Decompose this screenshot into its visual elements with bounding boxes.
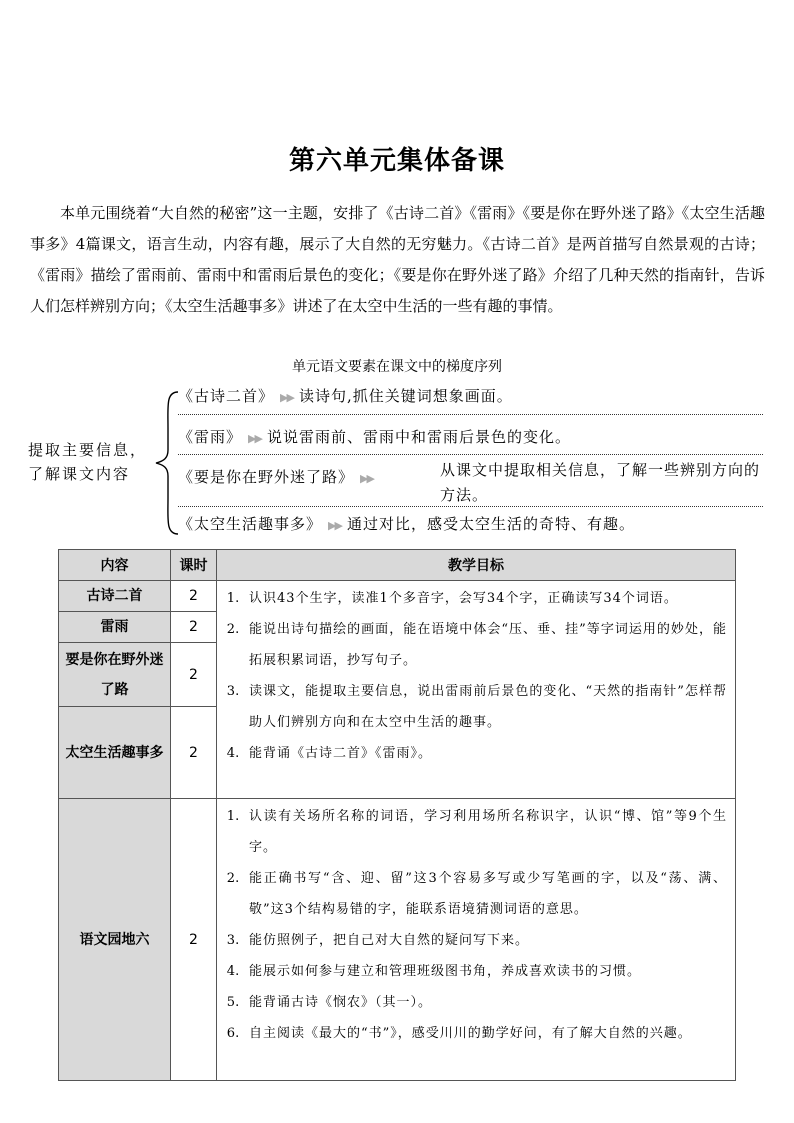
lesson-hours: 2 <box>171 707 217 799</box>
goal-item: 4. 能背诵《古诗二首》《雷雨》。 <box>226 746 433 761</box>
lesson-table <box>58 549 736 1081</box>
row-lesson: 《太空生活趣事多》 <box>178 515 323 533</box>
goal-item: 4. 能展示如何参与建立和管理班级图书角，养成喜欢读书的习惯。 <box>226 964 642 979</box>
lesson-name: 古诗二首 <box>59 581 171 612</box>
goal-item: 1. 认读有关场所名称的词语，学习利用场所名称识字，认识“博、馆”等9个生字。 <box>226 809 727 855</box>
row-lesson: 《要是你在野外迷了路》 <box>178 468 355 486</box>
table-row <box>59 799 736 1081</box>
lesson-name: 太空生活趣事多 <box>59 707 171 799</box>
row-desc: 读诗句,抓住关键词想象画面。 <box>298 387 513 405</box>
intro-text: 本单元围绕着“大自然的秘密”这一主题，安排了《古诗二首》《雷雨》《要是你在野外迷了路》《太空生活趣事多》4篇课文，语言生动，内容有趣，展示了大自然的无穷魅力。《古诗二首》是两首描写自然景观的古诗；《雷雨》描绘了雷雨前、雷雨中和雷雨后景色的变化；《要是你在野外迷了路》介绍了几种天然的指南针，告诉人们怎样辨别方向；《太空生活趣事多》讲述了在太空中生活的一些有趣的事情。 <box>30 204 765 315</box>
goals-cell <box>217 799 736 1081</box>
diagram-subtitle: 单元语文要素在课文中的梯度序列 <box>292 359 502 375</box>
lesson-hours: 2 <box>171 612 217 643</box>
dotted-divider <box>178 506 763 507</box>
lesson-name: 语文园地六 <box>59 799 171 1081</box>
row-lesson: 《雷雨》 <box>178 428 243 446</box>
diagram-row-2 <box>178 426 763 447</box>
arrow-icon: ▶▶ <box>328 519 341 532</box>
row-lesson: 《古诗二首》 <box>178 387 275 405</box>
header-goals: 教学目标 <box>217 550 736 581</box>
row-desc: 从课文中提取相关信息，了解一些辨别方向的方法。 <box>440 461 761 504</box>
table-row <box>59 581 736 612</box>
table-header-row <box>59 550 736 581</box>
dotted-divider <box>178 454 763 455</box>
left-label-line-1: 提取主要信息， <box>28 441 148 459</box>
lesson-hours: 2 <box>171 581 217 612</box>
goal-item: 3. 能仿照例子，把自己对大自然的疑问写下来。 <box>226 933 530 948</box>
diagram-left-label <box>28 438 158 486</box>
lesson-name: 要是你在野外迷了路 <box>59 643 171 707</box>
arrow-icon: ▶▶ <box>280 391 293 404</box>
dotted-divider <box>178 414 763 415</box>
page-title: 第六单元集体备课 <box>288 146 505 176</box>
goal-item: 2. 能说出诗句描绘的画面，能在语境中体会“压、垂、挂”等字词运用的妙处，能拓展积累词语，抄写句子。 <box>226 622 727 668</box>
intro-paragraph <box>30 198 765 322</box>
header-content: 内容 <box>59 550 171 581</box>
left-label-line-2: 了解课文内容 <box>28 465 131 483</box>
diagram-row-1 <box>178 385 763 406</box>
row-desc: 通过对比，感受太空生活的奇特、有趣。 <box>346 515 635 533</box>
diagram-row-4 <box>178 513 763 534</box>
goal-item: 6. 自主阅读《最大的“书”》，感受川川的勤学好问，有了解大自然的兴趣。 <box>226 1026 692 1041</box>
lesson-hours: 2 <box>171 643 217 707</box>
goal-item: 1. 认识43个生字，读准1个多音字，会写34个字，正确读写34个词语。 <box>226 591 678 606</box>
arrow-icon: ▶▶ <box>248 432 261 445</box>
lesson-hours: 2 <box>171 799 217 1081</box>
row-desc: 说说雷雨前、雷雨中和雷雨后景色的变化。 <box>266 428 571 446</box>
goal-item: 2. 能正确书写“含、迎、留”这3个容易多写或少写笔画的字，以及“荡、满、敬”这3个结构易错的字，能联系语境猜测词语的意思。 <box>226 871 727 917</box>
goal-item: 5. 能背诵古诗《悯农》（其一）。 <box>226 995 433 1010</box>
diagram-row-3 <box>178 466 438 487</box>
header-hours: 课时 <box>171 550 217 581</box>
curly-brace-icon <box>150 388 180 538</box>
arrow-icon: ▶▶ <box>360 472 373 485</box>
lesson-name: 雷雨 <box>59 612 171 643</box>
goals-cell <box>217 581 736 799</box>
goal-item: 3. 读课文，能提取主要信息，说出雷雨前后景色的变化、“天然的指南针”怎样帮助人们辨别方向和在太空中生活的趣事。 <box>226 684 727 730</box>
